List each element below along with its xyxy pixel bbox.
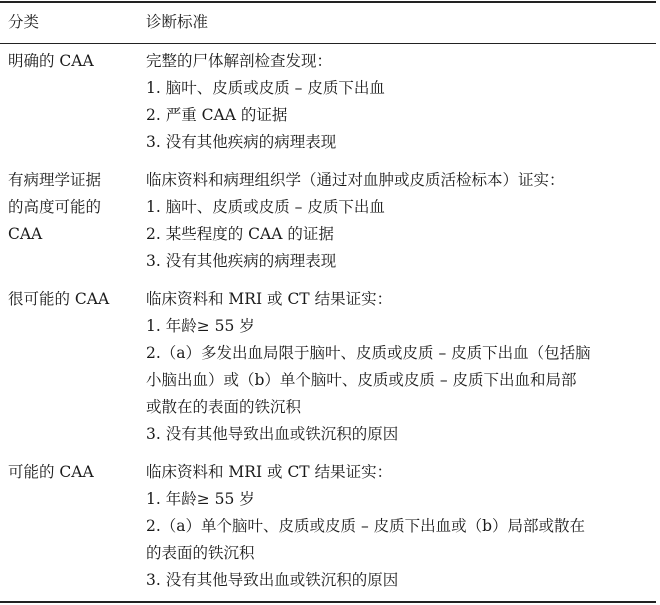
row-criteria	[146, 48, 652, 156]
criteria-line: 临床资料和 MRI 或 CT 结果证实：	[146, 290, 393, 308]
criteria-line: 的表面的铁沉积	[146, 544, 255, 562]
header-criteria: 诊断标准	[146, 13, 209, 31]
criteria-line: 3. 没有其他疾病的病理表现	[146, 252, 337, 270]
header-rule	[0, 43, 656, 44]
category-line: 明确的 CAA	[8, 52, 94, 70]
criteria-line: 1. 脑叶、皮质或皮质 – 皮质下出血	[146, 198, 385, 216]
category-line: 可能的 CAA	[8, 463, 94, 481]
criteria-line: 3. 没有其他导致出血或铁沉积的原因	[146, 425, 399, 443]
category-line: 很可能的 CAA	[8, 290, 110, 308]
row-criteria	[146, 286, 652, 448]
criteria-line: 1. 脑叶、皮质或皮质 – 皮质下出血	[146, 79, 385, 97]
category-line: 有病理学证据	[8, 171, 102, 189]
table-bottom-rule	[0, 601, 656, 603]
criteria-line: 1. 年龄≥ 55 岁	[146, 490, 255, 508]
criteria-line: 2.（a）单个脑叶、皮质或皮质 – 皮质下出血或（b）局部或散在	[146, 517, 586, 535]
criteria-line: 临床资料和病理组织学（通过对血肿或皮质活检标本）证实：	[146, 171, 565, 189]
header-category: 分类	[8, 13, 40, 31]
criteria-line: 2. 严重 CAA 的证据	[146, 106, 288, 124]
category-line: CAA	[8, 225, 43, 243]
row-category	[8, 48, 132, 75]
row-category	[8, 459, 132, 486]
criteria-line: 3. 没有其他导致出血或铁沉积的原因	[146, 571, 399, 589]
criteria-line: 2. 某些程度的 CAA 的证据	[146, 225, 334, 243]
criteria-line: 2.（a）多发出血局限于脑叶、皮质或皮质 – 皮质下出血（包括脑	[146, 344, 591, 362]
criteria-line: 小脑出血）或（b）单个脑叶、皮质或皮质 – 皮质下出血和局部	[146, 371, 577, 389]
criteria-line: 临床资料和 MRI 或 CT 结果证实：	[146, 463, 393, 481]
criteria-line: 或散在的表面的铁沉积	[146, 398, 302, 416]
row-category	[8, 286, 132, 313]
row-category	[8, 167, 132, 248]
table-top-rule	[0, 1, 656, 3]
criteria-line: 1. 年龄≥ 55 岁	[146, 317, 255, 335]
criteria-line: 3. 没有其他疾病的病理表现	[146, 133, 337, 151]
criteria-line: 完整的尸体解剖检查发现：	[146, 52, 333, 70]
row-criteria	[146, 167, 652, 275]
category-line: 的高度可能的	[8, 198, 102, 216]
table-header	[0, 10, 656, 40]
row-criteria	[146, 459, 652, 594]
